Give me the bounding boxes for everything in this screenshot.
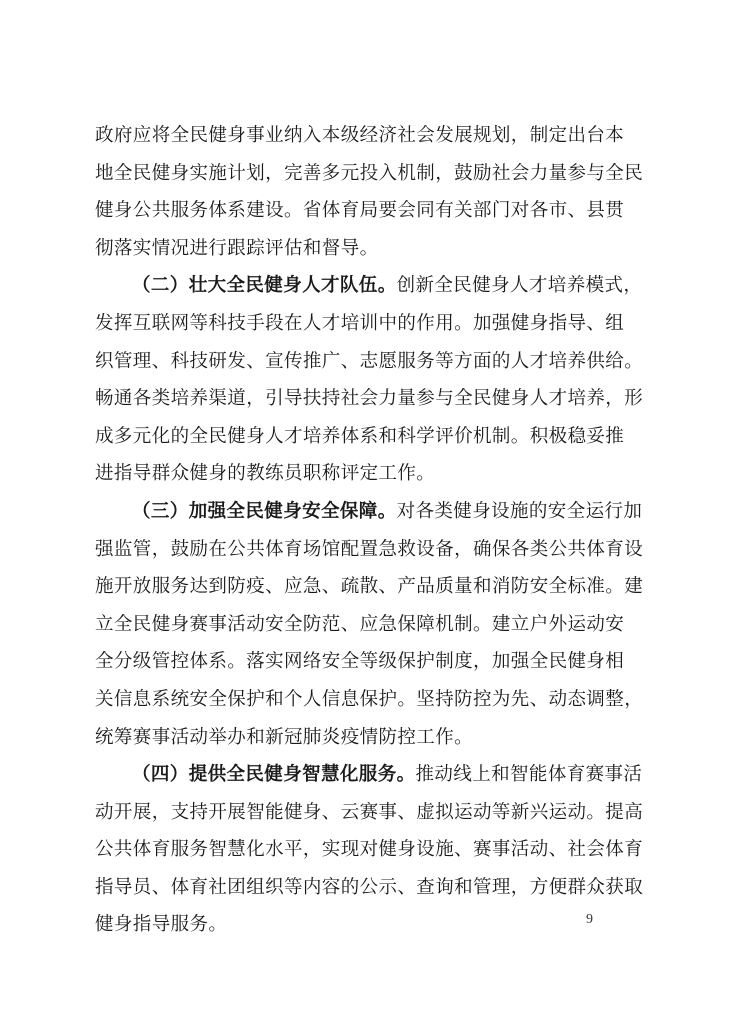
section-3-first-line [95,493,643,531]
text-line: 成多元化的全民健身人才培养体系和科学评价机制。积极稳妥推 [95,425,625,447]
section-4-text: 推动线上和智能体育赛事活 [415,764,643,786]
text-line: 进指导群众健身的教练员职称评定工作。 [95,463,436,485]
text-line: 发挥互联网等科技手段在人才培训中的作用。加强健身指导、组 [95,312,625,334]
section-4-heading: （四）提供全民健身智慧化服务。 [132,764,416,786]
section-3-text: 对各类健身设施的安全运行加 [396,500,643,522]
text-line: 强监管，鼓励在公共体育场馆配置急救设备，确保各类公共体育设 [95,538,644,560]
section-3-heading: （三）加强全民健身安全保障。 [132,500,397,522]
text-line: 施开放服务达到防疫、应急、疏散、产品质量和消防安全标准。建 [95,576,644,598]
text-line: 织管理、科技研发、宣传推广、志愿服务等方面的人才培养供给。 [95,350,644,372]
text-line: 指导员、体育社团组织等内容的公示、查询和管理，方便群众获取 [95,876,644,898]
text-line: 彻落实情况进行跟踪评估和督导。 [95,237,379,259]
text-line: 立全民健身赛事活动安全防范、应急保障机制。建立户外运动安 [95,613,625,635]
section-2-first-line [95,267,643,305]
text-line: 健身指导服务。 [95,914,228,936]
body-text [95,117,644,944]
text-line: 地全民健身实施计划，完善多元投入机制，鼓励社会力量参与全民 [95,162,644,184]
text-line: 统筹赛事活动举办和新冠肺炎疫情防控工作。 [95,726,474,748]
text-line: 畅通各类培养渠道，引导扶持社会力量参与全民健身人才培养，形 [95,388,644,410]
text-line: 健身公共服务体系建设。省体育局要会同有关部门对各市、县贯 [95,200,625,222]
page-number: 9 [586,912,593,927]
section-2-text: 创新全民健身人才培养模式， [396,275,643,297]
section-4-first-line [95,756,643,794]
text-line: 关信息系统安全保护和个人信息保护。坚持防控为先、动态调整， [95,688,644,710]
text-line: 政府应将全民健身事业纳入本级经济社会发展规划，制定出台本 [95,125,625,146]
section-2-heading: （二）壮大全民健身人才队伍。 [132,275,397,297]
text-line: 公共体育服务智慧化水平，实现对健身设施、赛事活动、社会体育 [95,839,644,861]
text-line: 全分级管控体系。落实网络安全等级保护制度，加强全民健身相 [95,651,625,673]
text-line: 动开展，支持开展智能健身、云赛事、虚拟运动等新兴运动。提高 [95,801,644,823]
